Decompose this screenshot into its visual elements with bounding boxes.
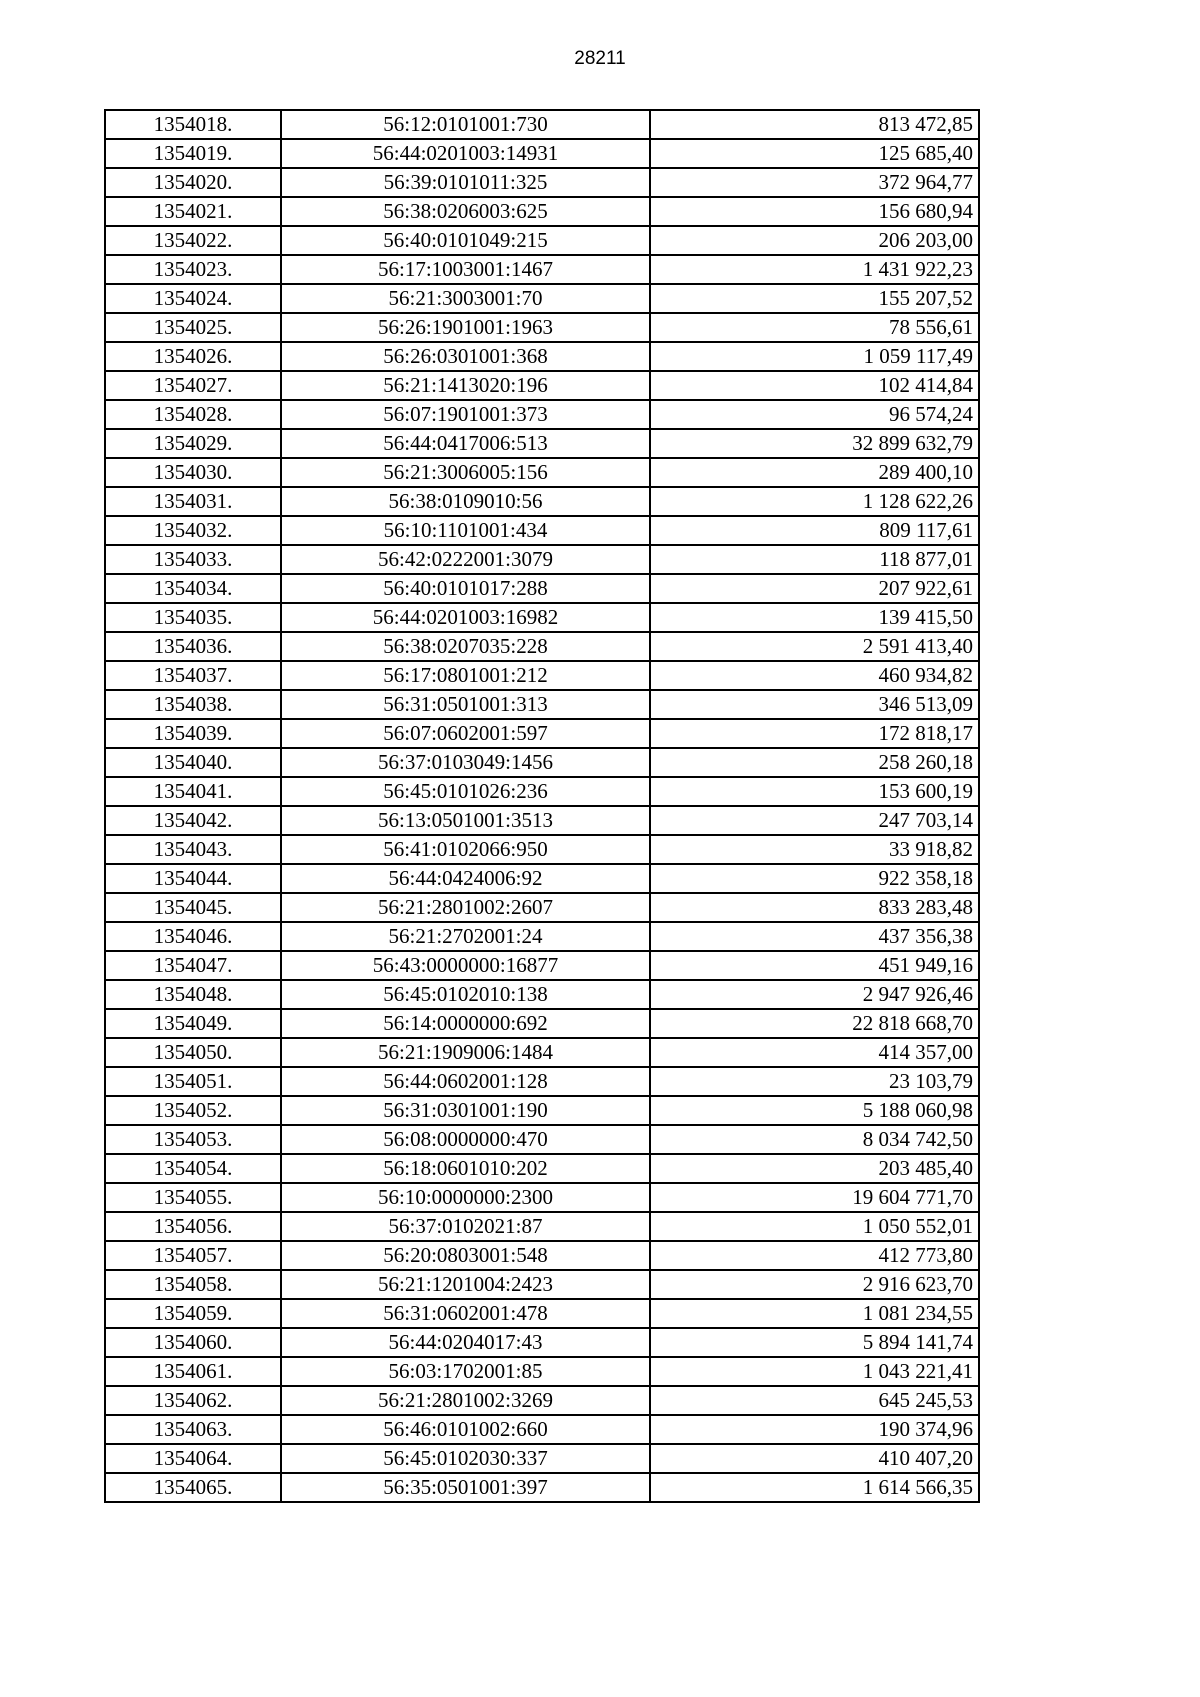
row-number-cell: 1354057. — [105, 1241, 281, 1270]
cadastral-number-cell: 56:17:0801001:212 — [281, 661, 650, 690]
cadastral-number-cell: 56:21:2702001:24 — [281, 922, 650, 951]
table-row — [105, 1183, 979, 1212]
cadastral-value-cell: 247 703,14 — [650, 806, 979, 835]
cadastral-value-cell: 172 818,17 — [650, 719, 979, 748]
cadastral-number-cell: 56:44:0204017:43 — [281, 1328, 650, 1357]
cadastral-value-cell: 809 117,61 — [650, 516, 979, 545]
row-number-cell: 1354019. — [105, 139, 281, 168]
cadastral-number-cell: 56:21:1201004:2423 — [281, 1270, 650, 1299]
cadastral-value-cell: 460 934,82 — [650, 661, 979, 690]
table-row — [105, 1299, 979, 1328]
cadastral-value-cell: 153 600,19 — [650, 777, 979, 806]
row-number-cell: 1354052. — [105, 1096, 281, 1125]
cadastral-number-cell: 56:38:0207035:228 — [281, 632, 650, 661]
table-row — [105, 226, 979, 255]
cadastral-number-cell: 56:08:0000000:470 — [281, 1125, 650, 1154]
cadastral-value-cell: 410 407,20 — [650, 1444, 979, 1473]
row-number-cell: 1354043. — [105, 835, 281, 864]
cadastral-value-cell: 19 604 771,70 — [650, 1183, 979, 1212]
cadastral-number-cell: 56:44:0201003:14931 — [281, 139, 650, 168]
table-row — [105, 603, 979, 632]
table-row — [105, 1125, 979, 1154]
table-row — [105, 1212, 979, 1241]
page-number: 28211 — [574, 48, 626, 69]
row-number-cell: 1354029. — [105, 429, 281, 458]
cadastral-value-cell: 451 949,16 — [650, 951, 979, 980]
cadastral-number-cell: 56:39:0101011:325 — [281, 168, 650, 197]
cadastral-value-cell: 139 415,50 — [650, 603, 979, 632]
cadastral-value-cell: 2 916 623,70 — [650, 1270, 979, 1299]
row-number-cell: 1354039. — [105, 719, 281, 748]
row-number-cell: 1354044. — [105, 864, 281, 893]
cadastral-value-cell: 5 894 141,74 — [650, 1328, 979, 1357]
cadastral-number-cell: 56:21:2801002:2607 — [281, 893, 650, 922]
table-row — [105, 1328, 979, 1357]
cadastral-number-cell: 56:10:1101001:434 — [281, 516, 650, 545]
row-number-cell: 1354048. — [105, 980, 281, 1009]
cadastral-value-cell: 1 431 922,23 — [650, 255, 979, 284]
cadastral-number-cell: 56:31:0501001:313 — [281, 690, 650, 719]
cadastral-value-cell: 645 245,53 — [650, 1386, 979, 1415]
cadastral-value-cell: 156 680,94 — [650, 197, 979, 226]
row-number-cell: 1354042. — [105, 806, 281, 835]
cadastral-number-cell: 56:21:3006005:156 — [281, 458, 650, 487]
cadastral-number-cell: 56:13:0501001:3513 — [281, 806, 650, 835]
table-row — [105, 632, 979, 661]
row-number-cell: 1354030. — [105, 458, 281, 487]
table-row — [105, 487, 979, 516]
table-row — [105, 1154, 979, 1183]
table-row — [105, 255, 979, 284]
cadastral-number-cell: 56:45:0102010:138 — [281, 980, 650, 1009]
cadastral-number-cell: 56:21:1413020:196 — [281, 371, 650, 400]
row-number-cell: 1354045. — [105, 893, 281, 922]
table-row — [105, 1270, 979, 1299]
table-row — [105, 951, 979, 980]
cadastral-number-cell: 56:17:1003001:1467 — [281, 255, 650, 284]
row-number-cell: 1354056. — [105, 1212, 281, 1241]
table-row — [105, 661, 979, 690]
cadastral-number-cell: 56:44:0201003:16982 — [281, 603, 650, 632]
table-row — [105, 1096, 979, 1125]
table-row — [105, 516, 979, 545]
cadastral-number-cell: 56:44:0417006:513 — [281, 429, 650, 458]
cadastral-number-cell: 56:26:0301001:368 — [281, 342, 650, 371]
cadastral-value-cell: 258 260,18 — [650, 748, 979, 777]
row-number-cell: 1354020. — [105, 168, 281, 197]
cadastral-number-cell: 56:07:0602001:597 — [281, 719, 650, 748]
row-number-cell: 1354053. — [105, 1125, 281, 1154]
cadastral-value-cell: 102 414,84 — [650, 371, 979, 400]
row-number-cell: 1354063. — [105, 1415, 281, 1444]
row-number-cell: 1354065. — [105, 1473, 281, 1502]
cadastral-number-cell: 56:31:0602001:478 — [281, 1299, 650, 1328]
row-number-cell: 1354037. — [105, 661, 281, 690]
row-number-cell: 1354055. — [105, 1183, 281, 1212]
table-row — [105, 1009, 979, 1038]
cadastral-value-cell: 78 556,61 — [650, 313, 979, 342]
cadastral-number-cell: 56:46:0101002:660 — [281, 1415, 650, 1444]
cadastral-value-cell: 346 513,09 — [650, 690, 979, 719]
table-row — [105, 371, 979, 400]
cadastral-number-cell: 56:44:0602001:128 — [281, 1067, 650, 1096]
cadastral-value-cell: 203 485,40 — [650, 1154, 979, 1183]
registry-table — [104, 109, 980, 1503]
table-row — [105, 429, 979, 458]
row-number-cell: 1354028. — [105, 400, 281, 429]
table-row — [105, 400, 979, 429]
row-number-cell: 1354062. — [105, 1386, 281, 1415]
row-number-cell: 1354031. — [105, 487, 281, 516]
row-number-cell: 1354047. — [105, 951, 281, 980]
cadastral-number-cell: 56:07:1901001:373 — [281, 400, 650, 429]
row-number-cell: 1354046. — [105, 922, 281, 951]
cadastral-value-cell: 190 374,96 — [650, 1415, 979, 1444]
row-number-cell: 1354061. — [105, 1357, 281, 1386]
table-row — [105, 545, 979, 574]
table-row — [105, 342, 979, 371]
row-number-cell: 1354064. — [105, 1444, 281, 1473]
cadastral-number-cell: 56:44:0424006:92 — [281, 864, 650, 893]
cadastral-number-cell: 56:18:0601010:202 — [281, 1154, 650, 1183]
row-number-cell: 1354038. — [105, 690, 281, 719]
cadastral-number-cell: 56:31:0301001:190 — [281, 1096, 650, 1125]
row-number-cell: 1354060. — [105, 1328, 281, 1357]
row-number-cell: 1354032. — [105, 516, 281, 545]
table-row — [105, 1241, 979, 1270]
table-row — [105, 1067, 979, 1096]
registry-table-body — [105, 110, 979, 1502]
table-row — [105, 197, 979, 226]
cadastral-number-cell: 56:45:0101026:236 — [281, 777, 650, 806]
row-number-cell: 1354033. — [105, 545, 281, 574]
cadastral-value-cell: 1 050 552,01 — [650, 1212, 979, 1241]
cadastral-value-cell: 372 964,77 — [650, 168, 979, 197]
table-row — [105, 835, 979, 864]
cadastral-value-cell: 1 059 117,49 — [650, 342, 979, 371]
cadastral-number-cell: 56:37:0103049:1456 — [281, 748, 650, 777]
cadastral-value-cell: 437 356,38 — [650, 922, 979, 951]
table-row — [105, 1473, 979, 1502]
row-number-cell: 1354027. — [105, 371, 281, 400]
row-number-cell: 1354022. — [105, 226, 281, 255]
cadastral-number-cell: 56:03:1702001:85 — [281, 1357, 650, 1386]
table-row — [105, 1038, 979, 1067]
cadastral-number-cell: 56:45:0102030:337 — [281, 1444, 650, 1473]
row-number-cell: 1354041. — [105, 777, 281, 806]
row-number-cell: 1354050. — [105, 1038, 281, 1067]
cadastral-number-cell: 56:21:3003001:70 — [281, 284, 650, 313]
cadastral-value-cell: 125 685,40 — [650, 139, 979, 168]
cadastral-value-cell: 206 203,00 — [650, 226, 979, 255]
row-number-cell: 1354023. — [105, 255, 281, 284]
table-row — [105, 922, 979, 951]
cadastral-value-cell: 23 103,79 — [650, 1067, 979, 1096]
cadastral-number-cell: 56:42:0222001:3079 — [281, 545, 650, 574]
row-number-cell: 1354059. — [105, 1299, 281, 1328]
cadastral-value-cell: 1 614 566,35 — [650, 1473, 979, 1502]
cadastral-value-cell: 1 043 221,41 — [650, 1357, 979, 1386]
cadastral-number-cell: 56:12:0101001:730 — [281, 110, 650, 139]
row-number-cell: 1354018. — [105, 110, 281, 139]
table-row — [105, 893, 979, 922]
table-row — [105, 1444, 979, 1473]
table-row — [105, 806, 979, 835]
cadastral-number-cell: 56:21:2801002:3269 — [281, 1386, 650, 1415]
cadastral-number-cell: 56:21:1909006:1484 — [281, 1038, 650, 1067]
row-number-cell: 1354058. — [105, 1270, 281, 1299]
cadastral-number-cell: 56:40:0101017:288 — [281, 574, 650, 603]
cadastral-value-cell: 118 877,01 — [650, 545, 979, 574]
cadastral-value-cell: 1 128 622,26 — [650, 487, 979, 516]
row-number-cell: 1354051. — [105, 1067, 281, 1096]
table-row — [105, 719, 979, 748]
row-number-cell: 1354034. — [105, 574, 281, 603]
row-number-cell: 1354026. — [105, 342, 281, 371]
cadastral-value-cell: 155 207,52 — [650, 284, 979, 313]
table-row — [105, 574, 979, 603]
table-row — [105, 864, 979, 893]
cadastral-value-cell: 32 899 632,79 — [650, 429, 979, 458]
cadastral-value-cell: 5 188 060,98 — [650, 1096, 979, 1125]
row-number-cell: 1354025. — [105, 313, 281, 342]
cadastral-value-cell: 8 034 742,50 — [650, 1125, 979, 1154]
cadastral-value-cell: 922 358,18 — [650, 864, 979, 893]
table-row — [105, 139, 979, 168]
row-number-cell: 1354024. — [105, 284, 281, 313]
table-row — [105, 1415, 979, 1444]
cadastral-number-cell: 56:43:0000000:16877 — [281, 951, 650, 980]
cadastral-value-cell: 22 818 668,70 — [650, 1009, 979, 1038]
cadastral-value-cell: 2 591 413,40 — [650, 632, 979, 661]
table-row — [105, 313, 979, 342]
cadastral-value-cell: 207 922,61 — [650, 574, 979, 603]
cadastral-value-cell: 412 773,80 — [650, 1241, 979, 1270]
cadastral-number-cell: 56:41:0102066:950 — [281, 835, 650, 864]
cadastral-value-cell: 96 574,24 — [650, 400, 979, 429]
row-number-cell: 1354021. — [105, 197, 281, 226]
table-row — [105, 284, 979, 313]
table-row — [105, 748, 979, 777]
cadastral-value-cell: 2 947 926,46 — [650, 980, 979, 1009]
cadastral-number-cell: 56:26:1901001:1963 — [281, 313, 650, 342]
cadastral-value-cell: 1 081 234,55 — [650, 1299, 979, 1328]
row-number-cell: 1354054. — [105, 1154, 281, 1183]
cadastral-value-cell: 813 472,85 — [650, 110, 979, 139]
row-number-cell: 1354040. — [105, 748, 281, 777]
table-row — [105, 110, 979, 139]
cadastral-number-cell: 56:37:0102021:87 — [281, 1212, 650, 1241]
cadastral-number-cell: 56:35:0501001:397 — [281, 1473, 650, 1502]
cadastral-number-cell: 56:38:0206003:625 — [281, 197, 650, 226]
cadastral-value-cell: 833 283,48 — [650, 893, 979, 922]
table-row — [105, 690, 979, 719]
cadastral-value-cell: 33 918,82 — [650, 835, 979, 864]
cadastral-value-cell: 289 400,10 — [650, 458, 979, 487]
table-row — [105, 1357, 979, 1386]
row-number-cell: 1354049. — [105, 1009, 281, 1038]
cadastral-number-cell: 56:38:0109010:56 — [281, 487, 650, 516]
row-number-cell: 1354035. — [105, 603, 281, 632]
table-row — [105, 777, 979, 806]
row-number-cell: 1354036. — [105, 632, 281, 661]
table-row — [105, 168, 979, 197]
cadastral-value-cell: 414 357,00 — [650, 1038, 979, 1067]
cadastral-number-cell: 56:40:0101049:215 — [281, 226, 650, 255]
table-row — [105, 980, 979, 1009]
table-row — [105, 458, 979, 487]
table-row — [105, 1386, 979, 1415]
cadastral-number-cell: 56:10:0000000:2300 — [281, 1183, 650, 1212]
cadastral-number-cell: 56:20:0803001:548 — [281, 1241, 650, 1270]
cadastral-number-cell: 56:14:0000000:692 — [281, 1009, 650, 1038]
